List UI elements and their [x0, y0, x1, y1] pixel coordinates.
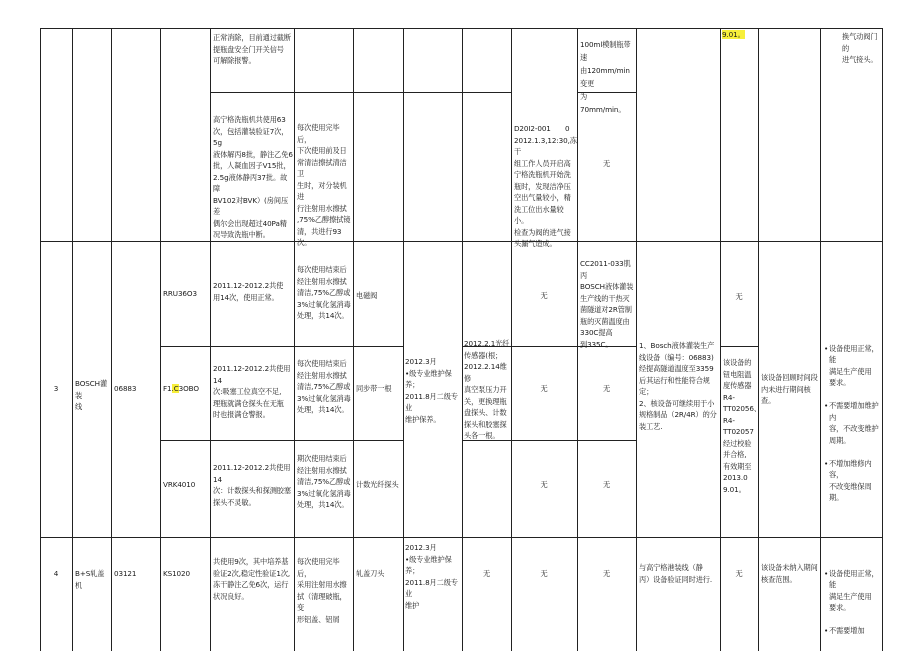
row3-sub3-change: 无 [602, 480, 611, 489]
row4-conclusion-item: • 不需要增加 [824, 625, 882, 637]
row4-change: 无 [602, 569, 611, 578]
table-col-border [511, 28, 512, 651]
table-subrow-divider [720, 346, 758, 347]
table-subrow-divider [210, 92, 511, 93]
row3-sub2-usage: 2011.12-2012.2共使用14 次:吸塞工位真空不足, 理瓶就满仓探头在无瓶 时也报满仓警报。 [213, 364, 291, 419]
cell-instrument-date-top: 9.01。 [722, 30, 745, 39]
table-col-border [72, 28, 73, 651]
row4-change-summary: 与高宁格港装线（静 丙）设备验证同时进行. [639, 563, 713, 584]
table-row-divider [40, 241, 882, 242]
row3-sub3-part: VRK4010 [163, 480, 196, 489]
cell-usage-note-1: 正常消除，目前通过截断 提瓶盘安全门开关信号 可解除报警。 [213, 33, 291, 65]
table-subrow-divider [160, 346, 403, 347]
row3-conclusion-item: • 设备使用正常，能 满足生产使用 要求。 [824, 343, 882, 389]
table-row-divider [40, 537, 882, 538]
row3-sub2-change: 无 [602, 384, 611, 393]
table-col-border [294, 28, 295, 651]
table-border-top [40, 28, 882, 29]
row3-sub2-component: 同步带一根 [356, 384, 392, 393]
row3-sub3-clean: 期次使用结束后 经注射用水擦拭 清洁,75%乙醇或 3%过氧化氢消毒 处理，共14次。 [297, 454, 351, 509]
table-col-border [720, 28, 721, 651]
table-col-border [353, 28, 354, 651]
row3-conclusion-list [824, 331, 882, 515]
table-col-border [577, 28, 578, 651]
row4-usage: 共使用9次，其中培养基 验证2次,稳定性验证1次, 冻干静注乙免6次，运行 状况良好。 [213, 557, 291, 601]
row3-instrument-calibration: 该设备的 钮电阻温 度传感器 R4- TT02056、 R4- TT02057 经过校验 并合格, 有效期至 2013.0 9.01。 [723, 358, 761, 494]
row3-sub1-usage: 2011.12-2012.2共使 用14次，使用正常。 [213, 281, 284, 302]
row4-fault: 无 [540, 569, 548, 578]
row3-repair-record: 2012.2.1光纤 传感器(根； 2012.2.14维修 真空泵压力开 关，更换理瓶 盘探头、计数 探头和胶塞探 头各一根。 [464, 339, 510, 440]
row4-part: KS1020 [163, 569, 190, 578]
row3-sub1-validation: CC2011-033肌丙 BOSCH液体灌装 生产线的干热灭 菌隧道对2R管制 瓶的灭菌温度由 330C提高 到335C。 [580, 259, 634, 349]
row3-sub1-calib: 无 [735, 292, 743, 301]
row3-sub2-fault: 无 [540, 384, 548, 393]
cell-change-none-2: 无 [602, 159, 611, 168]
cell-change-note-top: 100ml模制瓶带速 由120mm/min变更 为 70mm/min。 [580, 40, 631, 114]
table-col-border [758, 28, 759, 651]
row3-period-review: 该设备回顾时间段 内未进行期间核 查。 [761, 373, 818, 405]
row4-equipment-code: 03121 [114, 569, 137, 578]
row4-number: 4 [53, 569, 59, 578]
row4-instrument: 无 [735, 569, 743, 578]
row3-sub1-component: 电磁阀 [356, 291, 378, 300]
row3-number: 3 [53, 384, 59, 393]
row3-conclusion-item: • 不需要增加维护内 容，不改变维护 周期。 [824, 400, 882, 446]
row3-sub3-usage: 2011.12-2012.2共使用14 次：计数探头和探测胶塞 探头不灵敏。 [213, 463, 291, 507]
row4-conclusion-list [824, 556, 882, 648]
row3-sub1-part: RRU36O3 [163, 289, 197, 298]
row4-maintenance-plan: 2012.3月 •级专业维护保 养； 2011.8月二级专业 维护 [405, 543, 458, 610]
row3-sub3-fault: 无 [540, 480, 548, 489]
row4-conclusion-item: • 设备使用正常，能 满足生产使用 要求。 [824, 568, 882, 614]
row3-change-summary: 1、Bosch液体灌装生产 线设备（编号：06883) 经提高隧道温度至3359 后其运行和性能符合规 定； 2、核设备可继续用于小 规格制品（2R/4R）的分 装工艺. [639, 341, 717, 431]
table-col-border [820, 28, 821, 651]
row3-sub2-clean: 每次使用结束后 经注射用水擦拭 清洁,75%乙醇或 3%过氧化氢消毒 处理，共14次。 [297, 359, 351, 414]
cell-clean-note-2: 每次使用完毕后， 下次使用前及日 常清洁擦拭清洁卫 生时，对分装机进 行注射用水擦拭 ,75%乙醇擦拭镜 清，共进行93次。 [297, 123, 351, 247]
row3-equipment-code: 06883 [114, 384, 137, 393]
row4-repair: 无 [482, 569, 491, 578]
row3-maintenance-plan: 2012.3月 •级专业维护保 养； 2011.8月二级专业 维护保养。 [405, 357, 458, 424]
table-col-border [40, 28, 41, 651]
row3-equipment-name: BOSCH灌装 线 [75, 379, 108, 411]
table-col-border [462, 28, 463, 651]
row3-sub1-fault: 无 [540, 291, 548, 300]
row3-conclusion-item: • 不增加维修内容， 不改变维保周 期。 [824, 458, 882, 504]
row4-component: 轧盖刀头 [356, 569, 385, 578]
table-col-border [210, 28, 211, 651]
table-col-border [636, 28, 637, 651]
table-subrow-divider [160, 440, 403, 441]
table-col-border [160, 28, 161, 651]
row4-period-review: 该设备未纳入期间 核查范围。 [761, 563, 818, 584]
cell-fault-record: D20I2-001 0 2012.1.3,12:30,冻干 组工作人员开启高 宁格洗瓶机开始洗 瓶时，发现洁净压 空出气量较小，精 洗工位出水量较小。 检查为阀的进气接 头漏气造成。 [514, 124, 577, 248]
cell-usage-note-2: 高宁格洗瓶机共使用63 次，包括灌装验证7次，5g 液体解丙8批，静注乙免6 批，人凝血因子V15批， 2.5g液体静丙37批。故障 BV102对BVK）(房间压差 偶尔会出现超过40Pa精 况导致洗瓶中断。 [213, 115, 293, 239]
table-col-border [111, 28, 112, 651]
row4-equipment-name: B+S轧盖机 [75, 569, 105, 590]
row3-sub1-clean: 每次使用结束后 经注射用水擦拭 清洁,75%乙醇或 3%过氧化氢消毒 处理，共14次。 [297, 265, 351, 320]
table-col-border [403, 28, 404, 651]
table-col-border [882, 28, 883, 651]
cell-conclusion-top: 换气动阀门的 进气接头。 [842, 32, 878, 64]
row3-sub3-component: 计数光纤探头 [356, 480, 399, 489]
row4-clean: 每次使用完毕后， 采用注射用水擦 拭（清理破瓶，变 形铝盖、铝屑 [297, 557, 347, 624]
row3-sub2-part: F1.C3OBO [163, 384, 199, 393]
